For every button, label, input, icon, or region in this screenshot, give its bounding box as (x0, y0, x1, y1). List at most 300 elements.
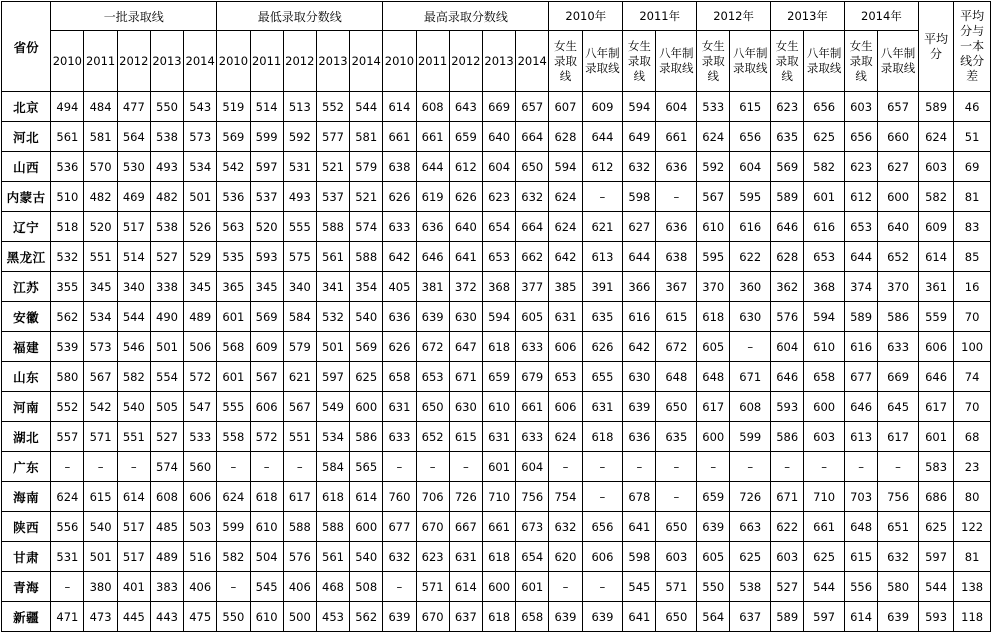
score-cell: 636 (416, 212, 449, 242)
score-cell: 628 (771, 242, 804, 272)
score-cell: 517 (117, 212, 150, 242)
score-cell: 649 (623, 122, 656, 152)
score-cell: 118 (954, 602, 991, 632)
score-cell: 582 (117, 362, 150, 392)
score-cell: 648 (656, 362, 697, 392)
score-cell: 482 (84, 182, 117, 212)
score-cell: 633 (878, 332, 919, 362)
score-cell: 475 (184, 602, 217, 632)
score-cell: 471 (51, 602, 84, 632)
score-cell: 579 (350, 152, 383, 182)
score-cell: 671 (771, 482, 804, 512)
score-cell: 623 (771, 92, 804, 122)
score-cell: 624 (549, 182, 582, 212)
score-cell: 361 (918, 272, 953, 302)
score-cell: 612 (844, 182, 877, 212)
score-cell: – (771, 452, 804, 482)
score-cell: 582 (804, 152, 845, 182)
score-cell: 544 (117, 302, 150, 332)
score-cell: – (383, 572, 416, 602)
score-cell: 586 (350, 422, 383, 452)
score-cell: 618 (697, 302, 730, 332)
score-cell: 571 (416, 572, 449, 602)
score-cell: 569 (350, 332, 383, 362)
score-cell: 505 (150, 392, 183, 422)
score-cell: 563 (217, 212, 250, 242)
score-cell: 556 (51, 512, 84, 542)
table-row (2, 302, 991, 332)
table-row (2, 152, 991, 182)
province-cell: 广东 (2, 452, 51, 482)
score-cell: 610 (250, 512, 283, 542)
score-cell: 551 (84, 242, 117, 272)
score-cell: 567 (697, 182, 730, 212)
group-0-year-header: 2014 (184, 31, 217, 92)
score-cell: 559 (918, 302, 953, 332)
score-cell: 532 (316, 302, 349, 332)
score-cell: 508 (350, 572, 383, 602)
score-cell: 636 (623, 422, 656, 452)
score-cell: 100 (954, 332, 991, 362)
score-cell: 663 (730, 512, 771, 542)
score-cell: 367 (656, 272, 697, 302)
score-cell: 531 (283, 152, 316, 182)
score-cell: 601 (217, 362, 250, 392)
score-cell: 588 (350, 242, 383, 272)
score-cell: 614 (383, 92, 416, 122)
score-cell: 661 (804, 512, 845, 542)
score-cell: 604 (656, 92, 697, 122)
score-cell: 639 (878, 602, 919, 632)
score-cell: 615 (656, 302, 697, 332)
score-cell: 639 (582, 602, 623, 632)
score-cell: 710 (482, 482, 515, 512)
eight-year-line-header: 八年制录取线 (582, 31, 623, 92)
score-cell: 519 (217, 92, 250, 122)
score-cell: 605 (516, 302, 549, 332)
group-2-year-header: 2010 (383, 31, 416, 92)
score-cell: 648 (844, 512, 877, 542)
score-cell: 616 (623, 302, 656, 332)
score-cell: 569 (217, 122, 250, 152)
province-cell: 甘肃 (2, 542, 51, 572)
score-cell: 630 (623, 362, 656, 392)
score-cell: 501 (316, 332, 349, 362)
score-cell: 631 (549, 302, 582, 332)
score-cell: 510 (51, 182, 84, 212)
score-cell: 633 (516, 332, 549, 362)
table-row (2, 92, 991, 122)
score-cell: 642 (383, 242, 416, 272)
score-cell: 81 (954, 182, 991, 212)
score-cell: 710 (804, 482, 845, 512)
score-cell: 617 (878, 422, 919, 452)
score-cell: 644 (582, 122, 623, 152)
score-cell: 605 (697, 542, 730, 572)
score-cell: 506 (184, 332, 217, 362)
score-cell: 644 (623, 242, 656, 272)
group-1-year-header: 2013 (316, 31, 349, 92)
score-cell: 632 (549, 512, 582, 542)
score-cell: 366 (623, 272, 656, 302)
score-cell: 599 (730, 422, 771, 452)
score-cell: 614 (844, 602, 877, 632)
score-cell: 615 (449, 422, 482, 452)
eight-year-line-header: 八年制录取线 (730, 31, 771, 92)
score-cell: 570 (84, 152, 117, 182)
table-row (2, 122, 991, 152)
score-cell: 489 (150, 542, 183, 572)
score-cell: 604 (730, 152, 771, 182)
score-cell: 586 (878, 302, 919, 332)
score-cell: 468 (316, 572, 349, 602)
score-cell: 673 (516, 512, 549, 542)
score-cell: 569 (250, 302, 283, 332)
score-cell: 555 (283, 212, 316, 242)
score-cell: 354 (350, 272, 383, 302)
score-cell: 650 (516, 152, 549, 182)
score-cell: – (117, 452, 150, 482)
score-cell: 625 (918, 512, 953, 542)
group-2-year-header: 2012 (449, 31, 482, 92)
score-cell: 503 (184, 512, 217, 542)
score-cell: 588 (283, 512, 316, 542)
score-cell: 370 (697, 272, 730, 302)
female-line-header: 女生录取线 (623, 31, 656, 92)
score-cell: 138 (954, 572, 991, 602)
score-cell: 651 (878, 512, 919, 542)
score-cell: 664 (516, 212, 549, 242)
score-cell: 603 (771, 542, 804, 572)
score-cell: 569 (771, 152, 804, 182)
group-header-first-batch: 一批录取线 (51, 2, 217, 31)
score-cell: 538 (150, 212, 183, 242)
average-header: 平均分 (918, 2, 953, 92)
score-cell: – (283, 452, 316, 482)
score-cell: 574 (350, 212, 383, 242)
score-cell: 615 (730, 92, 771, 122)
score-cell: 654 (482, 212, 515, 242)
score-cell: 606 (582, 542, 623, 572)
table-row (2, 452, 991, 482)
score-cell: 562 (51, 302, 84, 332)
score-cell: 556 (844, 572, 877, 602)
score-cell: 581 (350, 122, 383, 152)
score-cell: 677 (844, 362, 877, 392)
score-cell: 537 (250, 182, 283, 212)
score-cell: 122 (954, 512, 991, 542)
score-cell: 576 (771, 302, 804, 332)
score-cell: 756 (878, 482, 919, 512)
score-cell: 656 (582, 512, 623, 542)
group-0-year-header: 2012 (117, 31, 150, 92)
score-cell: – (51, 572, 84, 602)
score-cell: 616 (804, 212, 845, 242)
score-cell: 620 (549, 542, 582, 572)
score-cell: 646 (771, 212, 804, 242)
score-cell: – (416, 452, 449, 482)
score-cell: 500 (283, 602, 316, 632)
province-cell: 新疆 (2, 602, 51, 632)
score-cell: 644 (416, 152, 449, 182)
score-cell: 637 (730, 602, 771, 632)
year-header-2010: 2010年 (549, 2, 623, 31)
score-cell: 686 (918, 482, 953, 512)
table-header (2, 2, 991, 92)
score-cell: 550 (697, 572, 730, 602)
score-cell: 571 (656, 572, 697, 602)
score-cell: 645 (878, 392, 919, 422)
province-header: 省份 (2, 2, 51, 92)
table-row (2, 182, 991, 212)
score-cell: 610 (697, 212, 730, 242)
score-cell: 540 (84, 512, 117, 542)
score-cell: 614 (449, 572, 482, 602)
score-cell: 625 (730, 542, 771, 572)
score-cell: 516 (184, 542, 217, 572)
score-cell: 653 (804, 242, 845, 272)
score-cell: 555 (217, 392, 250, 422)
group-1-year-header: 2010 (217, 31, 250, 92)
score-cell: 604 (516, 452, 549, 482)
score-cell: 626 (582, 332, 623, 362)
score-cell: 677 (383, 512, 416, 542)
score-cell: 560 (184, 452, 217, 482)
score-cell: 639 (416, 302, 449, 332)
score-cell: 593 (250, 242, 283, 272)
score-cell: 601 (804, 182, 845, 212)
score-cell: – (656, 482, 697, 512)
score-cell: 614 (117, 482, 150, 512)
score-cell: 616 (844, 332, 877, 362)
score-cell: 589 (918, 92, 953, 122)
score-cell: 360 (730, 272, 771, 302)
score-cell: 567 (84, 362, 117, 392)
score-cell: 669 (482, 92, 515, 122)
score-cell: 534 (184, 152, 217, 182)
score-cell: 670 (416, 602, 449, 632)
score-cell: 383 (150, 572, 183, 602)
table-row (2, 392, 991, 422)
score-cell: 618 (482, 602, 515, 632)
female-line-header: 女生录取线 (771, 31, 804, 92)
score-cell: 592 (697, 152, 730, 182)
score-cell: 571 (84, 422, 117, 452)
score-cell: 609 (250, 332, 283, 362)
score-cell: 617 (697, 392, 730, 422)
score-cell: 643 (449, 92, 482, 122)
score-cell: 482 (150, 182, 183, 212)
score-cell: 589 (771, 602, 804, 632)
score-cell: 575 (283, 242, 316, 272)
score-cell: 573 (184, 122, 217, 152)
score-cell: 584 (283, 302, 316, 332)
score-cell: 83 (954, 212, 991, 242)
score-cell: 540 (350, 542, 383, 572)
score-cell: 671 (449, 362, 482, 392)
score-cell: 595 (730, 182, 771, 212)
score-cell: 527 (771, 572, 804, 602)
score-cell: 679 (516, 362, 549, 392)
score-cell: 572 (250, 422, 283, 452)
score-cell: 626 (383, 332, 416, 362)
score-cell: 74 (954, 362, 991, 392)
score-cell: 678 (623, 482, 656, 512)
score-cell: 552 (316, 92, 349, 122)
score-cell: 639 (383, 602, 416, 632)
female-line-header: 女生录取线 (549, 31, 582, 92)
score-cell: 517 (117, 542, 150, 572)
score-cell: 658 (516, 602, 549, 632)
score-cell: 606 (184, 482, 217, 512)
score-cell: 545 (623, 572, 656, 602)
score-cell: 618 (482, 332, 515, 362)
score-cell: 504 (250, 542, 283, 572)
score-cell: 664 (516, 122, 549, 152)
score-cell: 536 (51, 152, 84, 182)
score-cell: 593 (771, 392, 804, 422)
score-cell: 477 (117, 92, 150, 122)
year-header-2013: 2013年 (771, 2, 845, 31)
score-cell: 593 (918, 602, 953, 632)
score-cell: 551 (283, 422, 316, 452)
score-cell: 381 (416, 272, 449, 302)
score-cell: – (250, 452, 283, 482)
score-cell: 365 (217, 272, 250, 302)
score-cell: 537 (316, 182, 349, 212)
score-cell: 527 (150, 242, 183, 272)
score-cell: 638 (656, 242, 697, 272)
score-cell: 622 (730, 242, 771, 272)
score-cell: 650 (656, 512, 697, 542)
score-cell: 542 (217, 152, 250, 182)
score-cell: 613 (582, 242, 623, 272)
score-cell: 622 (771, 512, 804, 542)
score-cell: 564 (697, 602, 730, 632)
score-cell: 561 (316, 242, 349, 272)
province-cell: 黑龙江 (2, 242, 51, 272)
score-cell: 637 (449, 602, 482, 632)
score-cell: 51 (954, 122, 991, 152)
score-cell: 641 (449, 242, 482, 272)
score-cell: 368 (804, 272, 845, 302)
score-cell: – (878, 452, 919, 482)
score-cell: 633 (383, 212, 416, 242)
score-cell: 600 (878, 182, 919, 212)
score-cell: 540 (350, 302, 383, 332)
score-cell: 662 (516, 242, 549, 272)
score-cell: 594 (549, 152, 582, 182)
score-cell: 661 (416, 122, 449, 152)
score-cell: – (697, 452, 730, 482)
score-cell: 650 (656, 602, 697, 632)
score-cell: 544 (350, 92, 383, 122)
score-cell: 625 (350, 362, 383, 392)
score-cell: 703 (844, 482, 877, 512)
group-2-year-header: 2011 (416, 31, 449, 92)
score-cell: 582 (918, 182, 953, 212)
score-cell: 671 (730, 362, 771, 392)
table-row (2, 572, 991, 602)
score-cell: 631 (383, 392, 416, 422)
score-cell: 633 (516, 422, 549, 452)
score-cell: 624 (697, 122, 730, 152)
score-cell: 604 (482, 152, 515, 182)
score-cell: 608 (730, 392, 771, 422)
score-cell: 618 (582, 422, 623, 452)
score-cell: 644 (844, 242, 877, 272)
score-cell: 582 (217, 542, 250, 572)
score-cell: 624 (549, 212, 582, 242)
score-cell: 599 (217, 512, 250, 542)
score-cell: – (656, 452, 697, 482)
score-cell: 647 (449, 332, 482, 362)
score-cell: 606 (918, 332, 953, 362)
score-cell: 639 (549, 602, 582, 632)
score-cell: 545 (250, 572, 283, 602)
score-cell: 532 (51, 242, 84, 272)
score-cell: 551 (117, 422, 150, 452)
score-cell: 517 (117, 512, 150, 542)
score-cell: 648 (697, 362, 730, 392)
score-cell: 533 (184, 422, 217, 452)
score-cell: 572 (184, 362, 217, 392)
group-1-year-header: 2014 (350, 31, 383, 92)
admission-score-table (1, 1, 991, 632)
score-cell: 653 (416, 362, 449, 392)
score-cell: – (549, 572, 582, 602)
table-row (2, 242, 991, 272)
score-cell: 583 (918, 452, 953, 482)
score-cell: 650 (416, 392, 449, 422)
score-cell: 600 (804, 392, 845, 422)
score-cell: 594 (623, 92, 656, 122)
score-cell: 345 (250, 272, 283, 302)
score-cell: 599 (250, 122, 283, 152)
score-cell: 606 (250, 392, 283, 422)
score-cell: 642 (623, 332, 656, 362)
score-cell: 526 (184, 212, 217, 242)
score-cell: 531 (51, 542, 84, 572)
province-cell: 湖北 (2, 422, 51, 452)
score-cell: 544 (918, 572, 953, 602)
score-cell: 543 (184, 92, 217, 122)
score-cell: 615 (844, 542, 877, 572)
table-row (2, 602, 991, 632)
score-cell: 564 (117, 122, 150, 152)
score-cell: 345 (184, 272, 217, 302)
score-cell: 625 (804, 122, 845, 152)
score-cell: 603 (656, 542, 697, 572)
score-cell: 641 (623, 512, 656, 542)
score-cell: 608 (416, 92, 449, 122)
score-cell: 624 (217, 482, 250, 512)
diff-header: 平均分与一本线分差 (954, 2, 991, 92)
score-cell: 640 (482, 122, 515, 152)
score-cell: 584 (316, 452, 349, 482)
score-cell: 659 (449, 122, 482, 152)
score-cell: 581 (84, 122, 117, 152)
score-cell: 69 (954, 152, 991, 182)
province-cell: 北京 (2, 92, 51, 122)
score-cell: 485 (150, 512, 183, 542)
score-cell: 618 (482, 542, 515, 572)
score-cell: 610 (804, 332, 845, 362)
table-row (2, 422, 991, 452)
province-cell: 福建 (2, 332, 51, 362)
score-cell: 656 (730, 122, 771, 152)
score-cell: 453 (316, 602, 349, 632)
